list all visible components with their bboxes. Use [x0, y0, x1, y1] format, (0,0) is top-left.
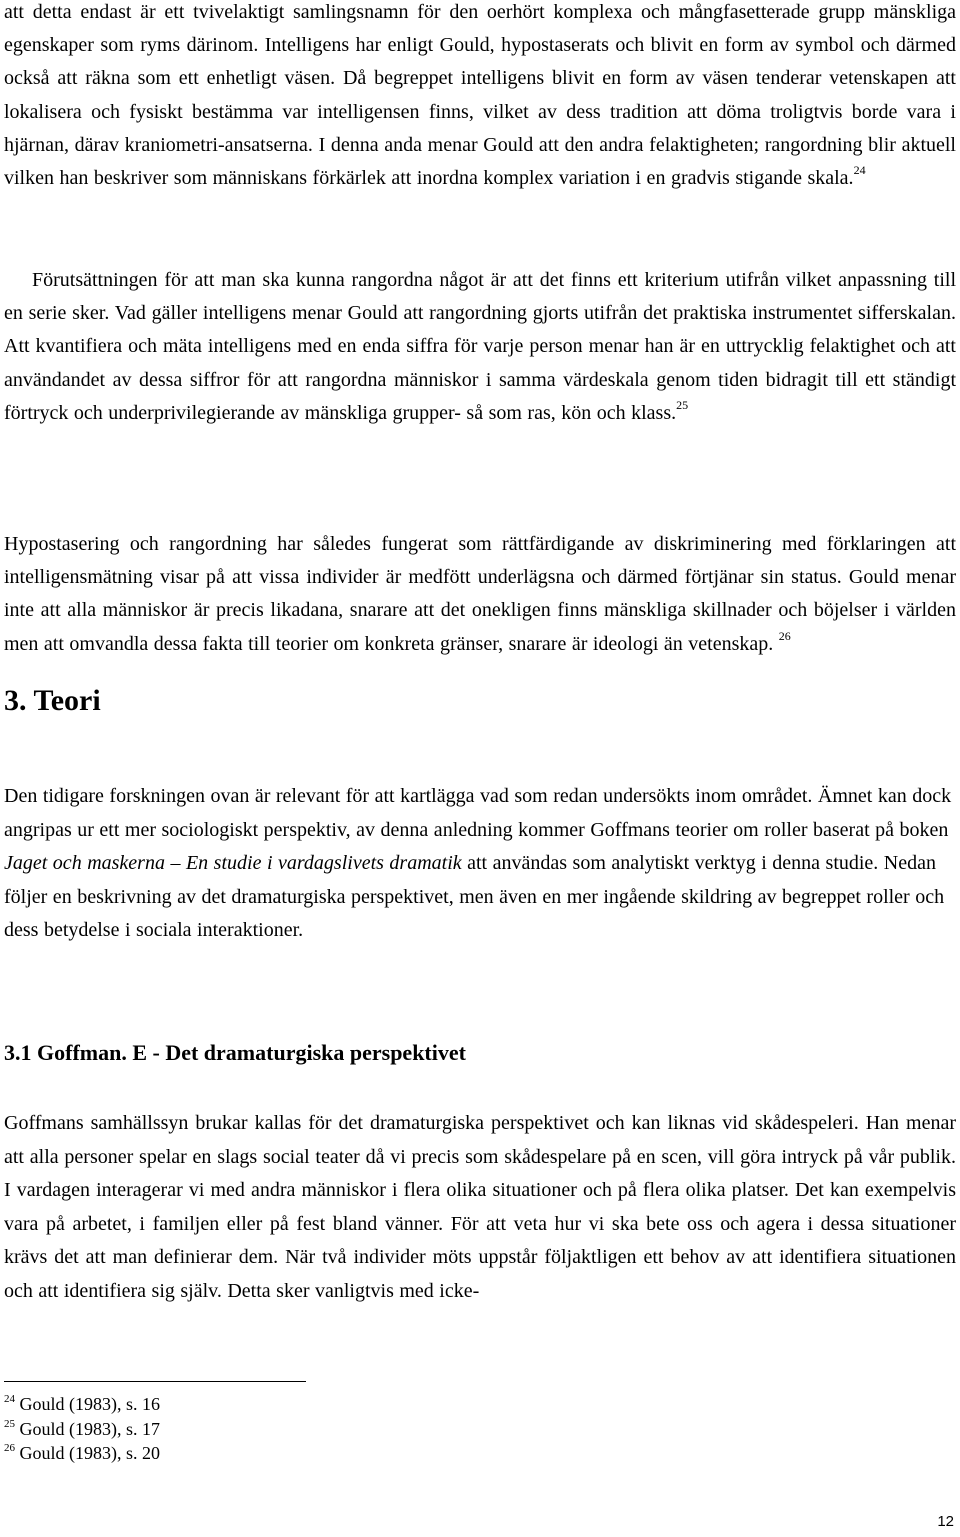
body-paragraph: [4, 264, 956, 430]
footnote-text: Gould (1983), s. 16: [19, 1394, 160, 1414]
subsection-heading: 3.1 Goffman. E - Det dramaturgiska perspektivet: [4, 1040, 466, 1065]
footnote-text: Gould (1983), s. 17: [19, 1418, 160, 1439]
footnote-reference: 25: [676, 397, 689, 412]
body-paragraph: [4, 780, 956, 948]
footnote: [4, 1392, 160, 1417]
footnote-separator: [4, 1381, 306, 1382]
paragraph-text: att detta endast är ett tvivelaktigt samlingsnamn för den oerhört komplexa och mångfasetterade grupp mänskliga egenskaper som ryms därinom. Intelligens har enligt Gould, hypostaserats och blivit en form av symbol och därmed också att räkna som ett enhetligt väsen. Då begreppet intelligens blivit en form av väsen tenderar vetenskapen att lokalisera och fysiskt bestämma var intelligensen finns, vilket av dess tradition att döma troligtvis borde vara i hjärnan, därav kraniometri-ansatserna. I denna anda menar Gould att den andra felaktigheten; rangordning blir aktuell vilken han beskriver som människans förkärlek att inordna komplex variation i en gradvis stigande skala.: [4, 1, 956, 190]
body-paragraph: [4, 1107, 956, 1309]
footnotes: [4, 1392, 160, 1466]
footnote: [4, 1441, 160, 1466]
section-heading: 3. Teori: [4, 684, 101, 717]
page-number: 12: [937, 1513, 954, 1530]
paragraph-text: Goffmans samhällssyn brukar kallas för det dramaturgiska perspektivet och kan liknas vid skådespeleri. Han menar att alla personer spelar en slags social teater då vi precis som skådespelare på en scen, vill göra intryck på vår publik. I vardagen interagerar vi med andra människor i flera olika situationer och på flera olika platser. Det kan exempelvis vara på arbetet, i familjen eller på fest bland vänner. För att veta hur vi ska bete oss och agera i dessa situationer krävs det att man definierar dem. När två individer möts uppstår följaktligen ett behov av att identifiera situationen och att identifiera sig själv. Detta sker vanligtvis med icke-: [4, 1112, 956, 1302]
footnote: [4, 1417, 160, 1442]
footnote-number: 25: [4, 1417, 15, 1430]
footnote-number: 26: [4, 1442, 15, 1454]
footnote-reference: 26: [778, 628, 791, 643]
footnote-text: Gould (1983), s. 20: [19, 1443, 160, 1463]
footnote-reference: 24: [853, 163, 866, 178]
body-paragraph: [4, 528, 956, 661]
paragraph-text: Hypostasering och rangordning har således fungerat som rättfärdigande av diskriminering med förklaringen att intelligensmätning visar på att vissa individer är medfött underlägsna och därmed förtjänar sin status. Gould menar inte att alla människor är precis likadana, snarare att det onekligen finns mänskliga skillnader och böjelser i världen men att omvandla dessa fakta till teorier om konkreta gränser, snarare är ideologi än vetenskap.: [4, 533, 956, 655]
paragraph-text: Förutsättningen för att man ska kunna rangordna något är att det finns ett kriterium utifrån vilket anpassning till en serie sker. Vad gäller intelligens menar Gould att rangordning gjorts utifrån det praktiska instrumentet sifferskalan. Att kvantifiera och mäta intelligens med en enda siffra för varje person menar han är en uttrycklig felaktighet och att användandet av dessa siffror för att rangordna människor i samma värdeskala genom tiden bidragit till ett ständigt förtryck och underprivilegierande av mänskliga grupper- så som ras, kön och klass.: [4, 269, 956, 424]
footnote-number: 24: [4, 1393, 15, 1405]
body-paragraph: [4, 0, 956, 195]
paragraph-text: att användas som analytiskt verktyg i denna studie. Nedan följer en beskrivning av det dramaturgiska perspektivet, men även en mer ingående skildring av begreppet roller och dess betydelse i sociala interaktioner.: [4, 852, 945, 942]
book-title: Jaget och maskerna – En studie i vardagslivets dramatik: [4, 852, 462, 875]
paragraph-text: Den tidigare forskningen ovan är relevant för att kartlägga vad som redan undersökts inom området. Ämnet kan dock angripas ur ett mer sociologiskt perspektiv, av denna anledning kommer Goffmans teorier om roller baserat på boken: [4, 785, 952, 841]
